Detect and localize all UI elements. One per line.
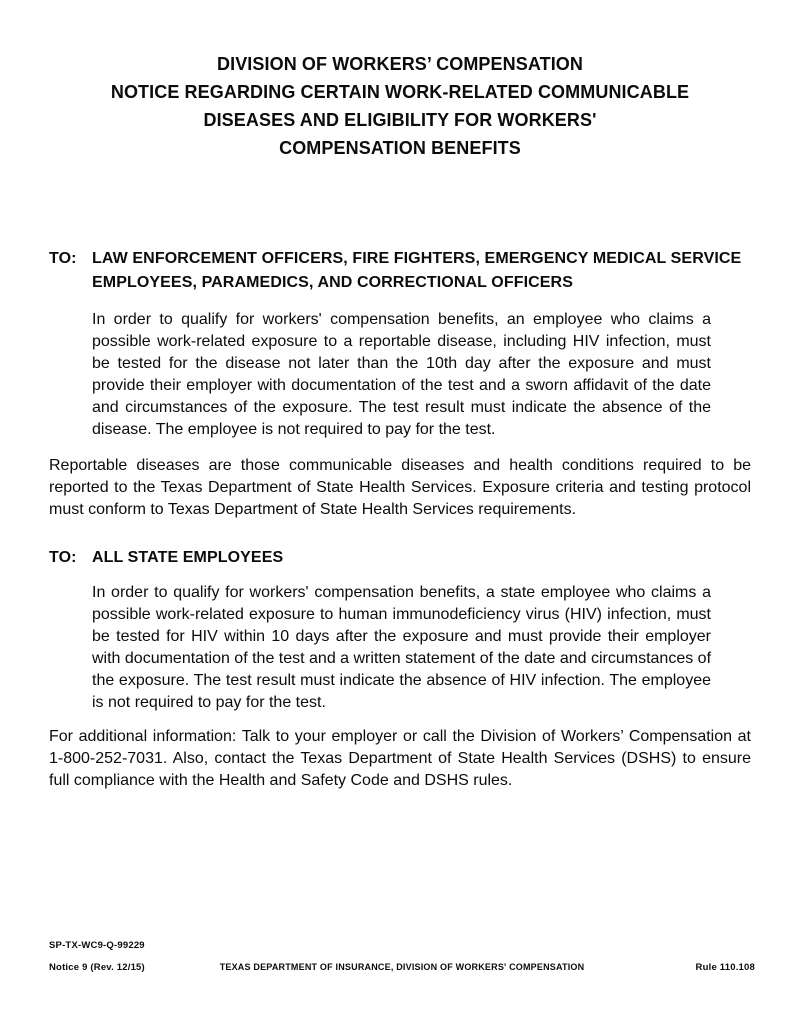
additional-info-paragraph: For additional information: Talk to your employer or call the Division of Workers’ Compensation at 1-800-252-7031. Also, contact the Texas Department of State Health Services (DSHS) to ensure full compliance with the Health and Safety Code and DSHS rules. xyxy=(49,728,751,789)
footer-agency-name: TEXAS DEPARTMENT OF INSURANCE, DIVISION OF WORKERS' COMPENSATION xyxy=(219,962,585,972)
section-state-employees-heading xyxy=(49,546,751,570)
section-heading-text: ALL STATE EMPLOYEES xyxy=(92,549,284,566)
section-heading-text: LAW ENFORCEMENT OFFICERS, FIRE FIGHTERS, EMERGENCY MEDICAL SERVICE EMPLOYEES, PARAMEDICS, AND CORRECTIONAL OFFICERS xyxy=(92,250,742,291)
page-footer xyxy=(49,962,755,973)
first-responders-paragraph: In order to qualify for workers' compensation benefits, an employee who claims a possible work-related exposure to a reportable disease, including HIV infection, must be tested for the disease not later than the 10th day after the exposure and must provide their employer with documentation of the test and a sworn affidavit of the date and circumstances of the exposure. The test result must indicate the absence of the disease. The employee is not required to pay for the test. xyxy=(92,311,711,438)
footer-rule-number: Rule 110.108 xyxy=(695,962,755,973)
reportable-diseases-paragraph: Reportable diseases are those communicable diseases and health conditions required to be reported to the Texas Department of State Health Services. Exposure criteria and testing protocol must conform to Texas Department of State Health Services requirements. xyxy=(49,457,751,518)
section-state-employees xyxy=(49,546,751,714)
footer-notice-number: Notice 9 (Rev. 12/15) xyxy=(49,962,145,973)
to-label: TO: xyxy=(49,549,77,566)
section-first-responders-heading xyxy=(49,247,751,295)
to-label: TO: xyxy=(49,250,77,267)
title-line-1: DIVISION OF WORKERS’ COMPENSATION xyxy=(217,54,583,74)
section-first-responders xyxy=(49,247,751,441)
title-line-2: NOTICE REGARDING CERTAIN WORK-RELATED COMMUNICABLE xyxy=(110,82,690,102)
state-employees-paragraph: In order to qualify for workers' compensation benefits, a state employee who claims a possible work-related exposure to human immunodeficiency virus (HIV) infection, must be tested for HIV within 10 days after the exposure and must provide their employer with documentation of the test and a written statement of the date and circumstances of the exposure. The test result must indicate the absence of HIV infection. The employee is not required to pay for the test. xyxy=(92,584,712,711)
document-title xyxy=(49,50,751,162)
title-line-3: DISEASES AND ELIGIBILITY FOR WORKERS' xyxy=(203,110,597,130)
title-line-4: COMPENSATION BENEFITS xyxy=(279,138,521,158)
form-code: SP-TX-WC9-Q-99229 xyxy=(49,940,145,951)
